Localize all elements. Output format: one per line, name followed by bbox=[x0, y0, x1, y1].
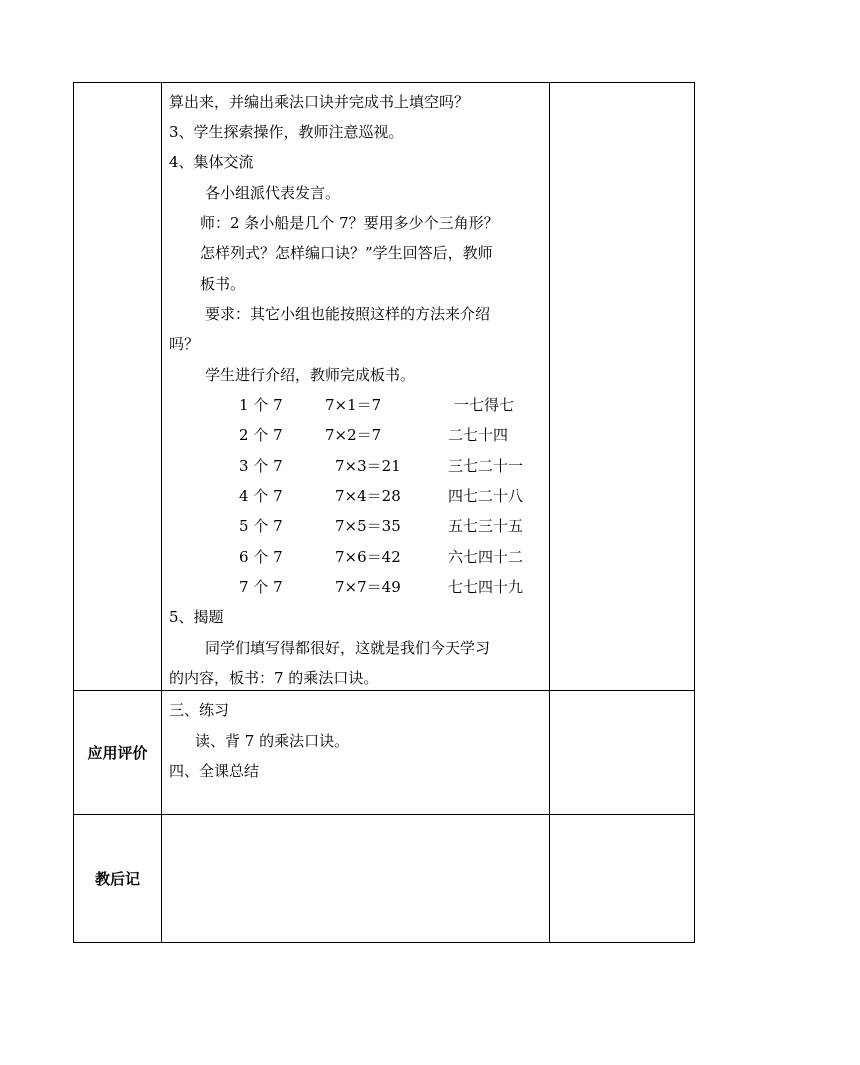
multiplication-count: 1 个 7 bbox=[239, 396, 283, 414]
process-notes-cell bbox=[550, 83, 695, 691]
content-line: 要求：其它小组也能按照这样的方法来介绍 bbox=[205, 305, 491, 323]
application-notes-cell bbox=[550, 691, 695, 815]
multiplication-equation: 7×5＝35 bbox=[335, 517, 401, 535]
multiplication-rhyme: 二七十四 bbox=[448, 426, 509, 444]
content-line: 同学们填写得都很好，这就是我们今天学习 bbox=[205, 639, 491, 657]
content-line: 读、背 7 的乘法口诀。 bbox=[195, 732, 350, 750]
multiplication-rhyme: 一七得七 bbox=[454, 396, 515, 414]
content-line: 学生进行介绍，教师完成板书。 bbox=[205, 366, 416, 384]
reflection-row bbox=[74, 815, 695, 943]
content-line: 怎样列式？怎样编口诀？”学生回答后，教师 bbox=[200, 244, 493, 262]
multiplication-rhyme: 七七四十九 bbox=[448, 578, 524, 596]
content-line: 吗？ bbox=[169, 335, 200, 353]
application-content-cell bbox=[162, 691, 550, 815]
application-label: 应用评价 bbox=[74, 691, 162, 815]
multiplication-count: 4 个 7 bbox=[239, 487, 283, 505]
multiplication-rhyme: 五七三十五 bbox=[448, 517, 524, 535]
content-line: 算出来，并编出乘法口诀并完成书上填空吗？ bbox=[169, 93, 470, 111]
process-content-cell bbox=[162, 83, 550, 691]
content-line: 4、集体交流 bbox=[169, 153, 254, 171]
multiplication-count: 5 个 7 bbox=[239, 517, 283, 535]
application-row bbox=[74, 691, 695, 815]
content-line: 3、学生探索操作，教师注意巡视。 bbox=[169, 123, 404, 141]
multiplication-rhyme: 三七二十一 bbox=[448, 457, 524, 475]
multiplication-equation: 7×1＝7 bbox=[325, 396, 382, 414]
multiplication-count: 6 个 7 bbox=[239, 548, 283, 566]
reflection-label: 教后记 bbox=[74, 815, 162, 943]
lesson-plan-table bbox=[73, 82, 695, 943]
multiplication-count: 3 个 7 bbox=[239, 457, 283, 475]
process-row bbox=[74, 83, 695, 691]
content-line: 三、练习 bbox=[169, 701, 230, 719]
multiplication-equation: 7×7＝49 bbox=[335, 578, 401, 596]
multiplication-rhyme: 六七四十二 bbox=[448, 548, 524, 566]
content-line: 师：2 条小船是几个 7？要用多少个三角形？ bbox=[200, 214, 499, 232]
content-line: 各小组派代表发言。 bbox=[205, 184, 341, 202]
multiplication-equation: 7×6＝42 bbox=[335, 548, 401, 566]
content-line: 板书。 bbox=[200, 275, 246, 293]
content-line: 5、揭题 bbox=[169, 608, 224, 626]
content-line: 四、全课总结 bbox=[169, 762, 260, 780]
reflection-notes-cell bbox=[550, 815, 695, 943]
multiplication-equation: 7×2＝7 bbox=[325, 426, 382, 444]
multiplication-rhyme: 四七二十八 bbox=[448, 487, 524, 505]
process-label-cell bbox=[74, 83, 162, 691]
reflection-content-cell bbox=[162, 815, 550, 943]
multiplication-equation: 7×4＝28 bbox=[335, 487, 401, 505]
multiplication-count: 7 个 7 bbox=[239, 578, 283, 596]
content-line: 的内容，板书：7 的乘法口诀。 bbox=[169, 669, 379, 687]
multiplication-equation: 7×3＝21 bbox=[335, 457, 401, 475]
multiplication-count: 2 个 7 bbox=[239, 426, 283, 444]
